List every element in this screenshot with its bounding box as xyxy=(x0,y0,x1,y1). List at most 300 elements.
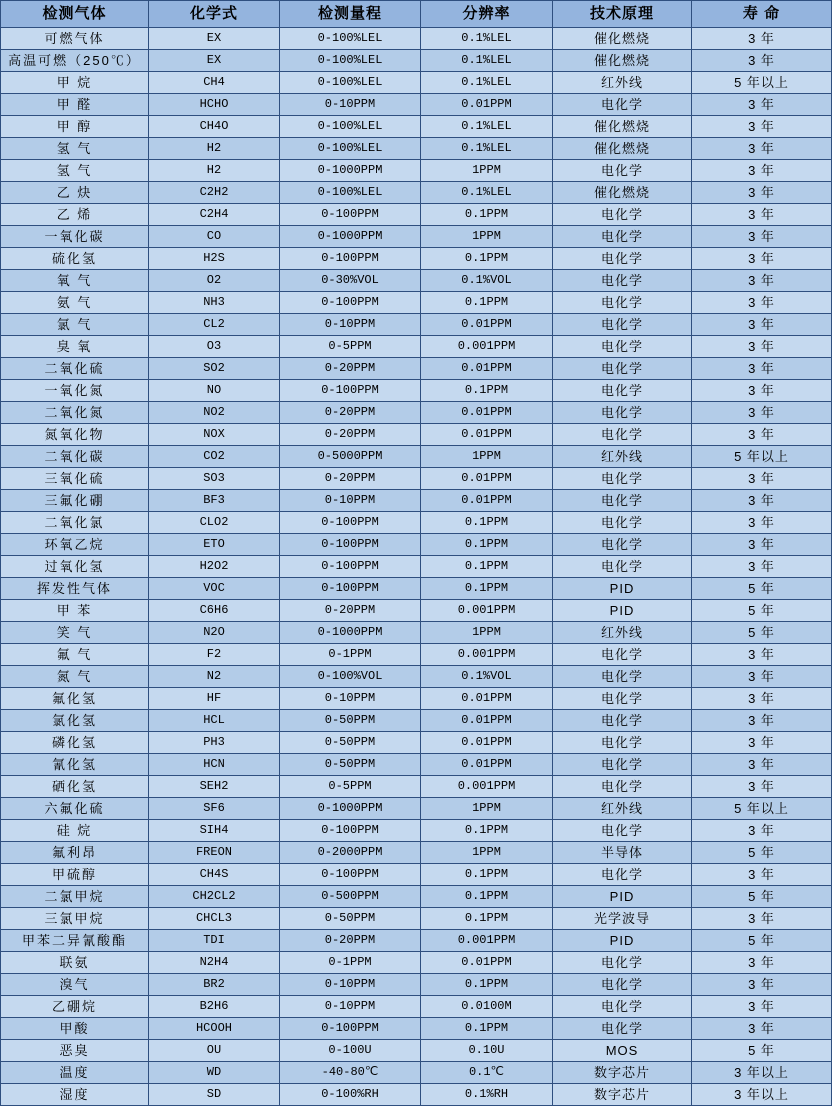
table-body xyxy=(1,28,832,1106)
cell-gas: 硒化氢 xyxy=(1,776,149,798)
cell-resolution: 0.001PPM xyxy=(421,336,553,358)
cell-principle: PID xyxy=(553,578,692,600)
cell-resolution: 0.01PPM xyxy=(421,732,553,754)
cell-principle: 电化学 xyxy=(553,336,692,358)
column-header-lifespan: 寿 命 xyxy=(692,1,832,28)
cell-principle: 电化学 xyxy=(553,996,692,1018)
cell-range: 0-100PPM xyxy=(280,204,421,226)
cell-formula: C2H2 xyxy=(149,182,280,204)
cell-formula: SO3 xyxy=(149,468,280,490)
cell-resolution: 0.1PPM xyxy=(421,204,553,226)
cell-range: 0-5000PPM xyxy=(280,446,421,468)
cell-gas: 氟化氢 xyxy=(1,688,149,710)
cell-principle: 电化学 xyxy=(553,94,692,116)
cell-formula: HCHO xyxy=(149,94,280,116)
table-row xyxy=(1,292,832,314)
cell-range: 0-1000PPM xyxy=(280,798,421,820)
cell-range: 0-10PPM xyxy=(280,314,421,336)
cell-formula: CLO2 xyxy=(149,512,280,534)
cell-lifespan: 3 年 xyxy=(692,380,832,402)
cell-gas: 环氧乙烷 xyxy=(1,534,149,556)
cell-range: 0-10PPM xyxy=(280,688,421,710)
cell-principle: 电化学 xyxy=(553,160,692,182)
cell-principle: PID xyxy=(553,600,692,622)
cell-formula: HF xyxy=(149,688,280,710)
cell-formula: C2H4 xyxy=(149,204,280,226)
cell-range: 0-2000PPM xyxy=(280,842,421,864)
cell-lifespan: 5 年以上 xyxy=(692,446,832,468)
table-row xyxy=(1,732,832,754)
table-row xyxy=(1,930,832,952)
table-row xyxy=(1,380,832,402)
cell-principle: 数字芯片 xyxy=(553,1084,692,1106)
cell-resolution: 1PPM xyxy=(421,446,553,468)
cell-gas: 硅 烷 xyxy=(1,820,149,842)
cell-formula: C6H6 xyxy=(149,600,280,622)
cell-gas: 甲 醛 xyxy=(1,94,149,116)
column-header-range: 检测量程 xyxy=(280,1,421,28)
cell-range: 0-50PPM xyxy=(280,908,421,930)
table-row xyxy=(1,666,832,688)
cell-gas: 恶臭 xyxy=(1,1040,149,1062)
cell-resolution: 0.1PPM xyxy=(421,556,553,578)
cell-principle: 电化学 xyxy=(553,270,692,292)
cell-formula: HCL xyxy=(149,710,280,732)
cell-formula: PH3 xyxy=(149,732,280,754)
cell-resolution: 0.01PPM xyxy=(421,490,553,512)
cell-gas: 硫化氢 xyxy=(1,248,149,270)
cell-resolution: 0.01PPM xyxy=(421,314,553,336)
cell-resolution: 0.10U xyxy=(421,1040,553,1062)
cell-range: 0-100PPM xyxy=(280,820,421,842)
cell-resolution: 0.01PPM xyxy=(421,424,553,446)
cell-range: 0-20PPM xyxy=(280,402,421,424)
cell-lifespan: 5 年 xyxy=(692,600,832,622)
cell-lifespan: 3 年 xyxy=(692,996,832,1018)
cell-range: 0-100PPM xyxy=(280,578,421,600)
cell-formula: SEH2 xyxy=(149,776,280,798)
cell-formula: CO xyxy=(149,226,280,248)
table-row xyxy=(1,842,832,864)
cell-principle: 电化学 xyxy=(553,820,692,842)
cell-lifespan: 3 年 xyxy=(692,314,832,336)
cell-formula: NH3 xyxy=(149,292,280,314)
column-header-principle: 技术原理 xyxy=(553,1,692,28)
cell-principle: 电化学 xyxy=(553,710,692,732)
cell-lifespan: 3 年 xyxy=(692,754,832,776)
cell-lifespan: 3 年 xyxy=(692,974,832,996)
cell-principle: 电化学 xyxy=(553,248,692,270)
cell-principle: 催化燃烧 xyxy=(553,28,692,50)
cell-formula: F2 xyxy=(149,644,280,666)
cell-principle: 红外线 xyxy=(553,798,692,820)
table-row xyxy=(1,908,832,930)
cell-principle: 电化学 xyxy=(553,226,692,248)
table-row xyxy=(1,468,832,490)
cell-resolution: 0.1%LEL xyxy=(421,182,553,204)
table-row xyxy=(1,1040,832,1062)
cell-gas: 氯 气 xyxy=(1,314,149,336)
cell-resolution: 0.1PPM xyxy=(421,578,553,600)
cell-principle: 电化学 xyxy=(553,468,692,490)
cell-gas: 甲 苯 xyxy=(1,600,149,622)
column-header-gas: 检测气体 xyxy=(1,1,149,28)
cell-principle: 催化燃烧 xyxy=(553,116,692,138)
cell-range: -40-80℃ xyxy=(280,1062,421,1084)
table-row xyxy=(1,226,832,248)
table-row xyxy=(1,50,832,72)
cell-lifespan: 3 年 xyxy=(692,666,832,688)
cell-range: 0-100PPM xyxy=(280,292,421,314)
cell-lifespan: 3 年 xyxy=(692,776,832,798)
table-header xyxy=(1,1,832,28)
cell-range: 0-10PPM xyxy=(280,490,421,512)
cell-range: 0-50PPM xyxy=(280,754,421,776)
cell-formula: H2 xyxy=(149,160,280,182)
cell-range: 0-10PPM xyxy=(280,974,421,996)
cell-resolution: 0.1%VOL xyxy=(421,666,553,688)
table-row xyxy=(1,446,832,468)
table-row xyxy=(1,490,832,512)
cell-resolution: 0.1PPM xyxy=(421,292,553,314)
cell-gas: 氮 气 xyxy=(1,666,149,688)
table-row xyxy=(1,556,832,578)
cell-lifespan: 3 年 xyxy=(692,952,832,974)
cell-range: 0-10PPM xyxy=(280,94,421,116)
cell-resolution: 0.01PPM xyxy=(421,358,553,380)
cell-resolution: 1PPM xyxy=(421,798,553,820)
cell-lifespan: 3 年 xyxy=(692,28,832,50)
cell-resolution: 1PPM xyxy=(421,160,553,182)
cell-formula: H2S xyxy=(149,248,280,270)
cell-range: 0-20PPM xyxy=(280,424,421,446)
cell-lifespan: 3 年以上 xyxy=(692,1084,832,1106)
cell-range: 0-100%VOL xyxy=(280,666,421,688)
table-row xyxy=(1,534,832,556)
cell-range: 0-100%LEL xyxy=(280,28,421,50)
cell-resolution: 0.1%LEL xyxy=(421,50,553,72)
table-row xyxy=(1,798,832,820)
cell-formula: CO2 xyxy=(149,446,280,468)
cell-formula: N2H4 xyxy=(149,952,280,974)
cell-resolution: 0.001PPM xyxy=(421,600,553,622)
cell-lifespan: 3 年 xyxy=(692,50,832,72)
cell-gas: 甲苯二异氰酸酯 xyxy=(1,930,149,952)
cell-formula: B2H6 xyxy=(149,996,280,1018)
cell-lifespan: 3 年 xyxy=(692,160,832,182)
cell-range: 0-100U xyxy=(280,1040,421,1062)
cell-formula: CH4O xyxy=(149,116,280,138)
cell-formula: WD xyxy=(149,1062,280,1084)
cell-range: 0-1000PPM xyxy=(280,622,421,644)
cell-formula: CH2CL2 xyxy=(149,886,280,908)
cell-range: 0-20PPM xyxy=(280,600,421,622)
cell-principle: 电化学 xyxy=(553,490,692,512)
cell-gas: 六氟化硫 xyxy=(1,798,149,820)
cell-formula: BF3 xyxy=(149,490,280,512)
table-row xyxy=(1,754,832,776)
cell-principle: 光学波导 xyxy=(553,908,692,930)
cell-resolution: 0.001PPM xyxy=(421,644,553,666)
table-row xyxy=(1,72,832,94)
cell-principle: PID xyxy=(553,886,692,908)
cell-principle: 半导体 xyxy=(553,842,692,864)
cell-gas: 二氯甲烷 xyxy=(1,886,149,908)
cell-range: 0-50PPM xyxy=(280,732,421,754)
cell-resolution: 0.1%LEL xyxy=(421,72,553,94)
cell-lifespan: 5 年 xyxy=(692,930,832,952)
cell-gas: 高温可燃（250℃） xyxy=(1,50,149,72)
cell-lifespan: 3 年 xyxy=(692,534,832,556)
cell-lifespan: 3 年 xyxy=(692,204,832,226)
table-row xyxy=(1,138,832,160)
cell-resolution: 0.1℃ xyxy=(421,1062,553,1084)
cell-range: 0-1000PPM xyxy=(280,160,421,182)
table-header-row xyxy=(1,1,832,28)
cell-formula: H2 xyxy=(149,138,280,160)
cell-lifespan: 3 年 xyxy=(692,138,832,160)
cell-gas: 氢 气 xyxy=(1,160,149,182)
cell-gas: 甲 烷 xyxy=(1,72,149,94)
cell-resolution: 0.001PPM xyxy=(421,776,553,798)
cell-principle: 催化燃烧 xyxy=(553,182,692,204)
cell-resolution: 0.01PPM xyxy=(421,754,553,776)
cell-principle: 电化学 xyxy=(553,688,692,710)
cell-formula: CL2 xyxy=(149,314,280,336)
cell-lifespan: 3 年 xyxy=(692,94,832,116)
cell-range: 0-1PPM xyxy=(280,644,421,666)
cell-formula: NOX xyxy=(149,424,280,446)
table-row xyxy=(1,512,832,534)
cell-resolution: 0.1%LEL xyxy=(421,116,553,138)
cell-principle: 电化学 xyxy=(553,974,692,996)
cell-formula: SIH4 xyxy=(149,820,280,842)
cell-resolution: 0.1PPM xyxy=(421,820,553,842)
cell-formula: NO xyxy=(149,380,280,402)
cell-lifespan: 3 年 xyxy=(692,116,832,138)
table-row xyxy=(1,1062,832,1084)
cell-range: 0-100%LEL xyxy=(280,116,421,138)
cell-resolution: 0.1PPM xyxy=(421,534,553,556)
cell-formula: N2 xyxy=(149,666,280,688)
cell-lifespan: 5 年 xyxy=(692,1040,832,1062)
cell-gas: 笑 气 xyxy=(1,622,149,644)
cell-gas: 一氧化碳 xyxy=(1,226,149,248)
cell-principle: 电化学 xyxy=(553,314,692,336)
cell-range: 0-1PPM xyxy=(280,952,421,974)
table-row xyxy=(1,314,832,336)
cell-lifespan: 5 年 xyxy=(692,578,832,600)
cell-lifespan: 3 年 xyxy=(692,1018,832,1040)
table-row xyxy=(1,116,832,138)
table-row xyxy=(1,248,832,270)
cell-range: 0-20PPM xyxy=(280,358,421,380)
cell-gas: 挥发性气体 xyxy=(1,578,149,600)
cell-gas: 甲 醇 xyxy=(1,116,149,138)
cell-principle: 催化燃烧 xyxy=(553,138,692,160)
cell-lifespan: 5 年以上 xyxy=(692,798,832,820)
cell-resolution: 0.1PPM xyxy=(421,886,553,908)
cell-formula: N2O xyxy=(149,622,280,644)
cell-lifespan: 3 年 xyxy=(692,424,832,446)
cell-range: 0-1000PPM xyxy=(280,226,421,248)
cell-gas: 可燃气体 xyxy=(1,28,149,50)
cell-principle: 电化学 xyxy=(553,380,692,402)
cell-range: 0-10PPM xyxy=(280,996,421,1018)
cell-lifespan: 3 年 xyxy=(692,402,832,424)
cell-principle: 电化学 xyxy=(553,556,692,578)
cell-principle: 电化学 xyxy=(553,754,692,776)
cell-range: 0-100%LEL xyxy=(280,72,421,94)
cell-resolution: 0.01PPM xyxy=(421,94,553,116)
column-header-resolution: 分辨率 xyxy=(421,1,553,28)
cell-lifespan: 3 年 xyxy=(692,908,832,930)
cell-range: 0-100%RH xyxy=(280,1084,421,1106)
cell-gas: 二氧化氮 xyxy=(1,402,149,424)
cell-formula: BR2 xyxy=(149,974,280,996)
cell-resolution: 0.1PPM xyxy=(421,864,553,886)
table-row xyxy=(1,358,832,380)
cell-formula: VOC xyxy=(149,578,280,600)
cell-gas: 二氧化氯 xyxy=(1,512,149,534)
cell-principle: MOS xyxy=(553,1040,692,1062)
cell-range: 0-50PPM xyxy=(280,710,421,732)
cell-principle: 电化学 xyxy=(553,534,692,556)
cell-resolution: 1PPM xyxy=(421,842,553,864)
cell-lifespan: 3 年 xyxy=(692,820,832,842)
cell-lifespan: 3 年 xyxy=(692,292,832,314)
cell-lifespan: 3 年 xyxy=(692,336,832,358)
cell-resolution: 0.01PPM xyxy=(421,688,553,710)
cell-resolution: 0.1%LEL xyxy=(421,28,553,50)
cell-formula: CH4 xyxy=(149,72,280,94)
cell-gas: 氰化氢 xyxy=(1,754,149,776)
cell-lifespan: 3 年 xyxy=(692,270,832,292)
cell-principle: 电化学 xyxy=(553,512,692,534)
cell-lifespan: 3 年 xyxy=(692,512,832,534)
table-row xyxy=(1,864,832,886)
cell-resolution: 0.001PPM xyxy=(421,930,553,952)
table-row xyxy=(1,336,832,358)
column-header-formula: 化学式 xyxy=(149,1,280,28)
cell-lifespan: 3 年 xyxy=(692,182,832,204)
cell-principle: PID xyxy=(553,930,692,952)
cell-lifespan: 3 年 xyxy=(692,710,832,732)
cell-principle: 电化学 xyxy=(553,204,692,226)
cell-formula: ETO xyxy=(149,534,280,556)
table-row xyxy=(1,688,832,710)
table-row xyxy=(1,776,832,798)
cell-range: 0-20PPM xyxy=(280,468,421,490)
cell-range: 0-100PPM xyxy=(280,380,421,402)
cell-gas: 三氧化硫 xyxy=(1,468,149,490)
cell-resolution: 0.01PPM xyxy=(421,710,553,732)
cell-gas: 乙 烯 xyxy=(1,204,149,226)
cell-resolution: 1PPM xyxy=(421,226,553,248)
cell-resolution: 0.1PPM xyxy=(421,248,553,270)
table-row xyxy=(1,424,832,446)
cell-resolution: 0.0100M xyxy=(421,996,553,1018)
cell-gas: 磷化氢 xyxy=(1,732,149,754)
cell-principle: 红外线 xyxy=(553,622,692,644)
cell-range: 0-5PPM xyxy=(280,336,421,358)
cell-range: 0-30%VOL xyxy=(280,270,421,292)
cell-gas: 氢 气 xyxy=(1,138,149,160)
cell-range: 0-100PPM xyxy=(280,534,421,556)
cell-gas: 氟 气 xyxy=(1,644,149,666)
cell-lifespan: 5 年 xyxy=(692,886,832,908)
cell-formula: O2 xyxy=(149,270,280,292)
cell-range: 0-100%LEL xyxy=(280,50,421,72)
cell-gas: 氯化氢 xyxy=(1,710,149,732)
cell-formula: O3 xyxy=(149,336,280,358)
cell-resolution: 0.1%LEL xyxy=(421,138,553,160)
cell-formula: HCN xyxy=(149,754,280,776)
cell-range: 0-100PPM xyxy=(280,1018,421,1040)
cell-resolution: 0.1%RH xyxy=(421,1084,553,1106)
cell-resolution: 0.1%VOL xyxy=(421,270,553,292)
cell-range: 0-20PPM xyxy=(280,930,421,952)
cell-range: 0-5PPM xyxy=(280,776,421,798)
table-row xyxy=(1,886,832,908)
cell-resolution: 0.1PPM xyxy=(421,1018,553,1040)
cell-lifespan: 5 年 xyxy=(692,842,832,864)
cell-range: 0-100PPM xyxy=(280,512,421,534)
table-row xyxy=(1,996,832,1018)
cell-formula: TDI xyxy=(149,930,280,952)
cell-lifespan: 3 年 xyxy=(692,556,832,578)
cell-lifespan: 3 年 xyxy=(692,226,832,248)
cell-range: 0-100PPM xyxy=(280,864,421,886)
cell-lifespan: 3 年以上 xyxy=(692,1062,832,1084)
cell-gas: 温度 xyxy=(1,1062,149,1084)
table-row xyxy=(1,28,832,50)
cell-formula: EX xyxy=(149,50,280,72)
cell-lifespan: 3 年 xyxy=(692,688,832,710)
cell-principle: 电化学 xyxy=(553,666,692,688)
cell-gas: 乙 炔 xyxy=(1,182,149,204)
cell-principle: 电化学 xyxy=(553,1018,692,1040)
cell-range: 0-500PPM xyxy=(280,886,421,908)
cell-formula: CHCL3 xyxy=(149,908,280,930)
table-row xyxy=(1,204,832,226)
cell-formula: HCOOH xyxy=(149,1018,280,1040)
cell-gas: 二氧化碳 xyxy=(1,446,149,468)
cell-gas: 联氨 xyxy=(1,952,149,974)
cell-principle: 电化学 xyxy=(553,864,692,886)
cell-resolution: 0.1PPM xyxy=(421,908,553,930)
cell-gas: 氮氧化物 xyxy=(1,424,149,446)
cell-formula: OU xyxy=(149,1040,280,1062)
table-row xyxy=(1,1084,832,1106)
cell-lifespan: 3 年 xyxy=(692,248,832,270)
table-row xyxy=(1,94,832,116)
table-row xyxy=(1,402,832,424)
cell-principle: 红外线 xyxy=(553,446,692,468)
table-row xyxy=(1,578,832,600)
cell-gas: 氨 气 xyxy=(1,292,149,314)
cell-principle: 电化学 xyxy=(553,644,692,666)
cell-lifespan: 3 年 xyxy=(692,864,832,886)
cell-principle: 红外线 xyxy=(553,72,692,94)
cell-lifespan: 5 年 xyxy=(692,622,832,644)
table-row xyxy=(1,644,832,666)
cell-resolution: 0.1PPM xyxy=(421,380,553,402)
table-row xyxy=(1,182,832,204)
cell-principle: 电化学 xyxy=(553,358,692,380)
cell-principle: 电化学 xyxy=(553,402,692,424)
cell-formula: NO2 xyxy=(149,402,280,424)
